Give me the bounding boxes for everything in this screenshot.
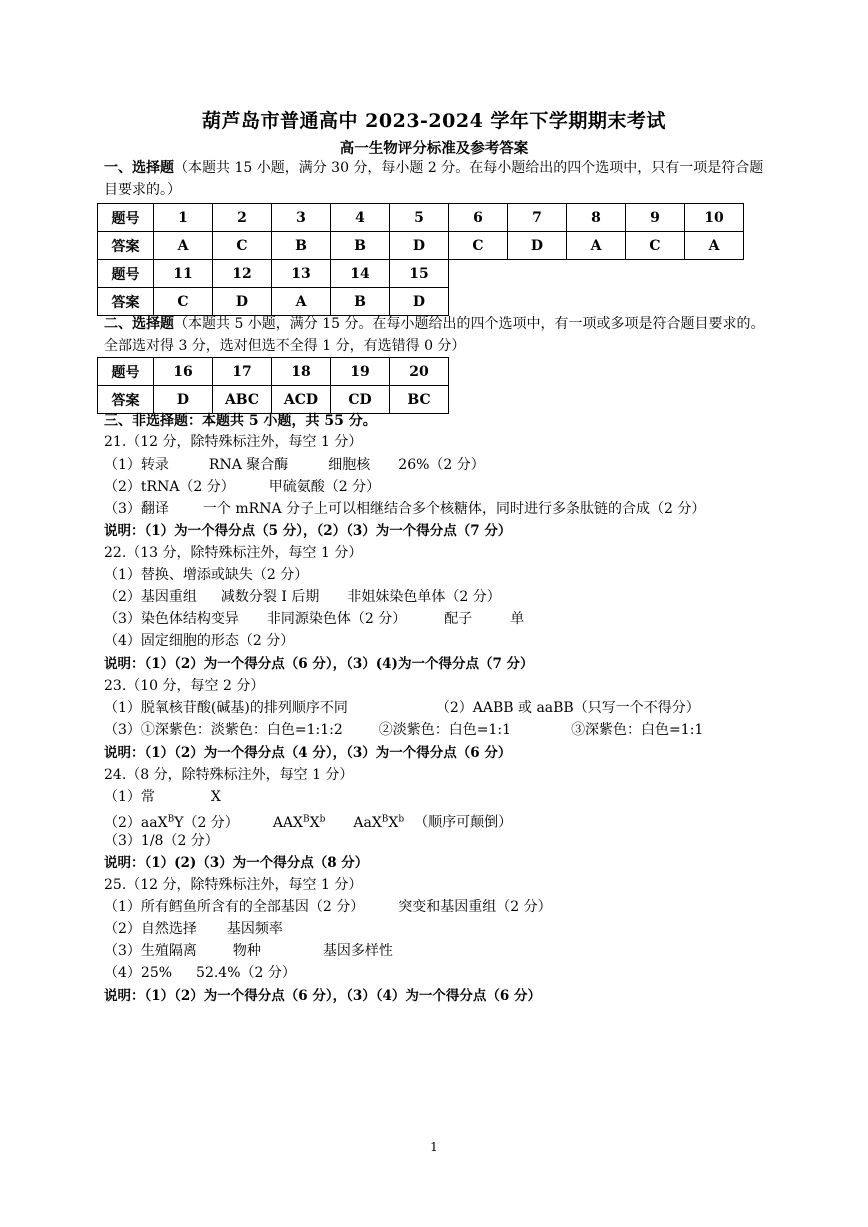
table-row [98,288,449,316]
section2-heading: 二、选择题 [104,316,174,332]
answer-cell: A [685,232,744,260]
question-number: 13 [272,260,331,288]
label-question: 题号 [98,358,154,386]
genotype-3: $AaX^BX^b$ [353,814,405,831]
answer-cell: ACD [272,386,331,414]
section1-table-row1 [97,203,744,260]
q23-note: 说明：（1）（2）为一个得分点（4 分），（3）为一个得分点（6 分） [104,745,512,761]
answer-cell: D [508,232,567,260]
question-number: 15 [390,260,449,288]
question-number: 3 [272,204,331,232]
question-number: 16 [154,358,213,386]
answer-text: （3）①深紫色：淡紫色：白色=1:1:2 [104,722,343,738]
question-number: 19 [331,358,390,386]
q22-answer-4 [104,631,294,651]
q24-note: 说明：（1）(2)（3）为一个得分点（8 分） [104,855,369,871]
section2-desc: （本题共 5 小题，满分 15 分。在每小题给出的四个选项中，有一项或多项是符合题目要求的。全部选对得 3 分，选对但选不全得 1 分，有选错得 0 分） [104,316,765,354]
q22-answer-3 [104,609,524,629]
label-answer: 答案 [98,232,154,260]
section2-intro [104,313,774,357]
q25-answer-2 [104,919,283,939]
answer-text: （3）染色体结构变异 [104,611,239,627]
answer-text: （2）AABB 或 aaBB（只写一个不得分） [435,700,700,716]
answer-text: （1）替换、增添或缺失（2 分） [104,567,309,583]
answer-text: 配子 [444,611,473,627]
answer-text: （顺序可颠倒） [414,814,513,831]
q25-header: 25.（12 分，除特殊标注外，每空 1 分） [104,877,363,893]
answer-cell: A [154,232,213,260]
answer-text: 非同源染色体（2 分） [266,611,407,627]
q21-answer-3 [104,499,705,519]
section1-table-row2 [97,259,449,316]
section1-heading: 一、选择题 [104,160,174,176]
answer-text: 减数分裂 I 后期 [220,589,320,605]
answer-text: ②淡紫色：白色=1:1 [378,722,512,738]
answer-cell: B [272,232,331,260]
answer-cell: C [449,232,508,260]
table-row [98,260,449,288]
answer-text: 一个 mRNA 分子上可以相继结合多个核糖体，同时进行多条肽链的合成（2 分） [202,501,706,517]
answer-cell: CD [331,386,390,414]
answer-text: （1）转录 [104,457,169,473]
q24-answer-1 [104,787,221,807]
answer-text: 52.4%（2 分） [196,965,296,981]
genotype-1: （2）aaX$^B$Y（2 分） [104,814,239,831]
q22-answer-1 [104,565,308,585]
q24-header: 24.（8 分，除特殊标注外，每空 1 分） [104,767,354,783]
question-number: 7 [508,204,567,232]
answer-text: （2）tRNA（2 分） [104,479,235,495]
question-number: 10 [685,204,744,232]
label-answer: 答案 [98,288,154,316]
q25-answer-1 [104,897,552,917]
question-number: 11 [154,260,213,288]
answer-text: （1）常 [104,789,155,805]
answer-text: （4）25% [104,965,173,981]
q23-answer-2 [104,720,703,740]
answer-text: 基因多样性 [322,943,393,959]
section3-heading: 三、非选择题：本题共 5 小题，共 55 分。 [104,413,377,429]
answer-cell: BC [390,386,449,414]
q25-answer-3 [104,941,393,961]
answer-cell: D [213,288,272,316]
answer-text: 非姐妹染色单体（2 分） [347,589,501,605]
q23-answer-1 [104,698,700,718]
answer-text: （2）基因重组 [104,589,197,605]
answer-text: （3）1/8（2 分） [104,833,219,849]
answer-text: 26%（2 分） [398,457,485,473]
answer-text: 物种 [232,943,261,959]
q24-answer-2 [104,809,512,833]
answer-cell: C [626,232,685,260]
answer-text: X [210,789,221,805]
question-number: 20 [390,358,449,386]
answer-cell: B [331,232,390,260]
page-title: 葫芦岛市普通高中 2023-2024 学年下学期期末考试 [202,110,666,132]
page-subtitle: 高一生物评分标准及参考答案 [339,140,529,157]
question-number: 12 [213,260,272,288]
question-number: 4 [331,204,390,232]
section1-intro [104,157,774,201]
answer-cell: A [567,232,626,260]
answer-text: 基因频率 [226,921,283,937]
answer-text: （1）脱氧核苷酸(碱基)的排列顺序不同 [104,700,348,716]
answer-text: 甲硫氨酸（2 分） [268,479,381,495]
answer-text: （2）自然选择 [104,921,197,937]
label-answer: 答案 [98,386,154,414]
table-row [98,232,744,260]
answer-cell: B [331,288,390,316]
question-number: 9 [626,204,685,232]
q21-answer-1 [104,455,485,475]
answer-text: RNA 聚合酶 [208,457,289,473]
answer-cell: C [154,288,213,316]
q22-answer-2 [104,587,501,607]
answer-text: （1）所有鳕鱼所含有的全部基因（2 分） [104,899,365,915]
question-number: 8 [567,204,626,232]
question-number: 2 [213,204,272,232]
answer-text: （3）翻译 [104,501,169,517]
section1-desc: （本题共 15 小题，满分 30 分，每小题 2 分。在每小题给出的四个选项中，只有一项是符合题目要求的。） [104,160,764,198]
q23-header: 23.（10 分，每空 2 分） [104,678,265,694]
q21-note: 说明：（1）为一个得分点（5 分），（2）（3）为一个得分点（7 分） [104,523,512,539]
question-number: 6 [449,204,508,232]
question-number: 18 [272,358,331,386]
answer-cell: D [154,386,213,414]
question-number: 14 [331,260,390,288]
table-row [98,386,449,414]
q25-note: 说明：（1）（2）为一个得分点（6 分），（3）（4）为一个得分点（6 分） [104,988,542,1004]
q22-header: 22.（13 分，除特殊标注外，每空 1 分） [104,545,363,561]
question-number: 1 [154,204,213,232]
q21-header: 21.（12 分，除特殊标注外，每空 1 分） [104,434,363,450]
answer-text: （3）生殖隔离 [104,943,197,959]
genotype-2: $AAX^BX^b$ [272,814,326,831]
section2-table [97,357,449,414]
answer-text: 突变和基因重组（2 分） [398,899,552,915]
answer-cell: C [213,232,272,260]
question-number: 17 [213,358,272,386]
question-number: 5 [390,204,449,232]
q24-answer-3 [104,831,219,851]
page-number: 1 [430,1140,438,1154]
label-question: 题号 [98,260,154,288]
answer-cell: D [390,288,449,316]
answer-cell: D [390,232,449,260]
q21-answer-2 [104,477,380,497]
table-row [98,358,449,386]
label-question: 题号 [98,204,154,232]
answer-cell: A [272,288,331,316]
answer-text: 单 [510,611,525,627]
table-row [98,204,744,232]
answer-text: （4）固定细胞的形态（2 分） [104,633,295,649]
answer-cell: ABC [213,386,272,414]
answer-text: ③深紫色：白色=1:1 [571,722,704,738]
answer-text: 细胞核 [328,457,371,473]
q22-note: 说明：（1）（2）为一个得分点（6 分），（3）(4)为一个得分点（7 分） [104,656,534,672]
q25-answer-4 [104,963,296,983]
